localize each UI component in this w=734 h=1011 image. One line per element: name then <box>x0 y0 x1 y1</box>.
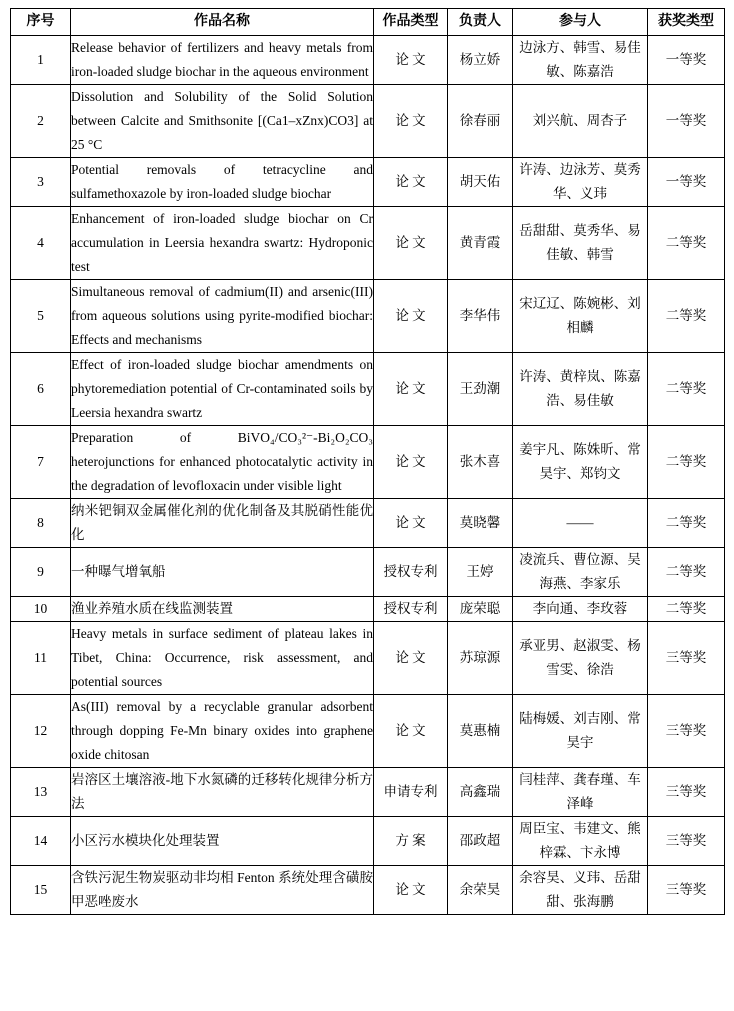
row-number: 11 <box>11 622 71 695</box>
work-type: 论 文 <box>374 36 448 85</box>
award-type: 二等奖 <box>648 280 725 353</box>
award-type: 一等奖 <box>648 158 725 207</box>
participants: 周臣宝、韦建文、熊梓霖、卞永博 <box>513 817 648 866</box>
award-type: 二等奖 <box>648 353 725 426</box>
award-type: 三等奖 <box>648 866 725 915</box>
row-number: 10 <box>11 597 71 622</box>
participants: 姜宇凡、陈姝昕、常昊宇、郑钧文 <box>513 426 648 499</box>
award-type: 三等奖 <box>648 817 725 866</box>
work-title: 渔业养殖水质在线监测装置 <box>71 597 374 622</box>
row-number: 9 <box>11 548 71 597</box>
leader-name: 高鑫瑞 <box>448 768 513 817</box>
award-type: 三等奖 <box>648 695 725 768</box>
col-header-work-title: 作品名称 <box>71 9 374 36</box>
work-type: 论 文 <box>374 866 448 915</box>
work-title: As(III) removal by a recyclable granular adsorbent through dopping Fe-Mn binary oxides into graphene oxide chitosan <box>71 695 374 768</box>
leader-name: 黄青霞 <box>448 207 513 280</box>
leader-name: 邵政超 <box>448 817 513 866</box>
participants: 承亚男、赵淑雯、杨雪雯、徐浩 <box>513 622 648 695</box>
work-title: Simultaneous removal of cadmium(II) and arsenic(III) from aqueous solutions using pyrite-modified biochar: Effects and mechanisms <box>71 280 374 353</box>
work-title: Enhancement of iron-loaded sludge biochar on Cr accumulation in Leersia hexandra swartz: Hydroponic test <box>71 207 374 280</box>
awards-table <box>10 8 725 915</box>
table-row <box>11 866 725 915</box>
work-title: 一种曝气增氧船 <box>71 548 374 597</box>
work-type: 论 文 <box>374 207 448 280</box>
leader-name: 王劲潮 <box>448 353 513 426</box>
leader-name: 徐春丽 <box>448 85 513 158</box>
work-type: 论 文 <box>374 85 448 158</box>
leader-name: 庞荣聪 <box>448 597 513 622</box>
work-title: Preparation of BiVO₄/CO₃²⁻-Bi₂O₂CO₃ heterojunctions for enhanced photocatalytic activity in the degradation of levofloxacin under visible light <box>71 426 374 499</box>
row-number: 3 <box>11 158 71 207</box>
table-row <box>11 597 725 622</box>
work-type: 论 文 <box>374 280 448 353</box>
work-type: 申请专利 <box>374 768 448 817</box>
table-row <box>11 499 725 548</box>
participants: 陆梅媛、刘吉刚、常昊宇 <box>513 695 648 768</box>
row-number: 4 <box>11 207 71 280</box>
table-row <box>11 85 725 158</box>
leader-name: 苏琼源 <box>448 622 513 695</box>
participants: 宋辽辽、陈婉彬、刘相麟 <box>513 280 648 353</box>
work-title: 含铁污泥生物炭驱动非均相 Fenton 系统处理含磺胺甲恶唑废水 <box>71 866 374 915</box>
participants: 闫桂萍、龚春瑾、车泽峰 <box>513 768 648 817</box>
participants: 许涛、黄梓岚、陈嘉浩、易佳敏 <box>513 353 648 426</box>
leader-name: 李华伟 <box>448 280 513 353</box>
leader-name: 莫惠楠 <box>448 695 513 768</box>
row-number: 14 <box>11 817 71 866</box>
leader-name: 王婷 <box>448 548 513 597</box>
table-row <box>11 622 725 695</box>
row-number: 2 <box>11 85 71 158</box>
work-type: 授权专利 <box>374 597 448 622</box>
work-type: 授权专利 <box>374 548 448 597</box>
award-type: 一等奖 <box>648 36 725 85</box>
leader-name: 张木喜 <box>448 426 513 499</box>
work-title: 纳米钯铜双金属催化剂的优化制备及其脱硝性能优化 <box>71 499 374 548</box>
row-number: 8 <box>11 499 71 548</box>
leader-name: 余荣昊 <box>448 866 513 915</box>
work-title: Heavy metals in surface sediment of plateau lakes in Tibet, China: Occurrence, risk assessment, and potential sources <box>71 622 374 695</box>
col-header-award-type: 获奖类型 <box>648 9 725 36</box>
award-type: 二等奖 <box>648 426 725 499</box>
row-number: 7 <box>11 426 71 499</box>
col-header-work-type: 作品类型 <box>374 9 448 36</box>
work-title: Release behavior of fertilizers and heavy metals from iron-loaded sludge biochar in the aqueous environment <box>71 36 374 85</box>
table-body <box>11 36 725 915</box>
table-row <box>11 280 725 353</box>
work-type: 方 案 <box>374 817 448 866</box>
table-row <box>11 817 725 866</box>
table-row <box>11 36 725 85</box>
work-type: 论 文 <box>374 622 448 695</box>
leader-name: 杨立娇 <box>448 36 513 85</box>
row-number: 1 <box>11 36 71 85</box>
row-number: 13 <box>11 768 71 817</box>
table-row <box>11 353 725 426</box>
table-row <box>11 426 725 499</box>
award-type: 二等奖 <box>648 499 725 548</box>
leader-name: 胡天佑 <box>448 158 513 207</box>
work-type: 论 文 <box>374 426 448 499</box>
award-type: 一等奖 <box>648 85 725 158</box>
header-row <box>11 9 725 36</box>
col-header-participants: 参与人 <box>513 9 648 36</box>
table-row <box>11 768 725 817</box>
work-type: 论 文 <box>374 499 448 548</box>
participants: 边泳方、韩雪、易佳敏、陈嘉浩 <box>513 36 648 85</box>
participants: 李向通、李玫蓉 <box>513 597 648 622</box>
leader-name: 莫晓馨 <box>448 499 513 548</box>
award-type: 二等奖 <box>648 207 725 280</box>
row-number: 15 <box>11 866 71 915</box>
work-title: Dissolution and Solubility of the Solid Solution between Calcite and Smithsonite [(Ca1–xZnx)CO3] at 25 °C <box>71 85 374 158</box>
col-header-number: 序号 <box>11 9 71 36</box>
work-title: Potential removals of tetracycline and sulfamethoxazole by iron-loaded sludge biochar <box>71 158 374 207</box>
table-row <box>11 158 725 207</box>
participants: —— <box>513 499 648 548</box>
participants: 许涛、边泳芳、莫秀华、义玮 <box>513 158 648 207</box>
work-type: 论 文 <box>374 158 448 207</box>
table-row <box>11 548 725 597</box>
work-type: 论 文 <box>374 353 448 426</box>
award-type: 二等奖 <box>648 548 725 597</box>
award-type: 三等奖 <box>648 622 725 695</box>
award-type: 三等奖 <box>648 768 725 817</box>
participants: 刘兴航、周杏子 <box>513 85 648 158</box>
participants: 余容昊、义玮、岳甜甜、张海鹏 <box>513 866 648 915</box>
work-type: 论 文 <box>374 695 448 768</box>
work-title: 岩溶区土壤溶液-地下水氮磷的迁移转化规律分析方法 <box>71 768 374 817</box>
participants: 凌流兵、曹位源、吴海燕、李家乐 <box>513 548 648 597</box>
work-title: 小区污水模块化处理装置 <box>71 817 374 866</box>
participants: 岳甜甜、莫秀华、易佳敏、韩雪 <box>513 207 648 280</box>
award-type: 二等奖 <box>648 597 725 622</box>
row-number: 5 <box>11 280 71 353</box>
table-row <box>11 207 725 280</box>
row-number: 6 <box>11 353 71 426</box>
table-row <box>11 695 725 768</box>
work-title: Effect of iron-loaded sludge biochar amendments on phytoremediation potential of Cr-contaminated soils by Leersia hexandra swartz <box>71 353 374 426</box>
row-number: 12 <box>11 695 71 768</box>
col-header-leader: 负责人 <box>448 9 513 36</box>
